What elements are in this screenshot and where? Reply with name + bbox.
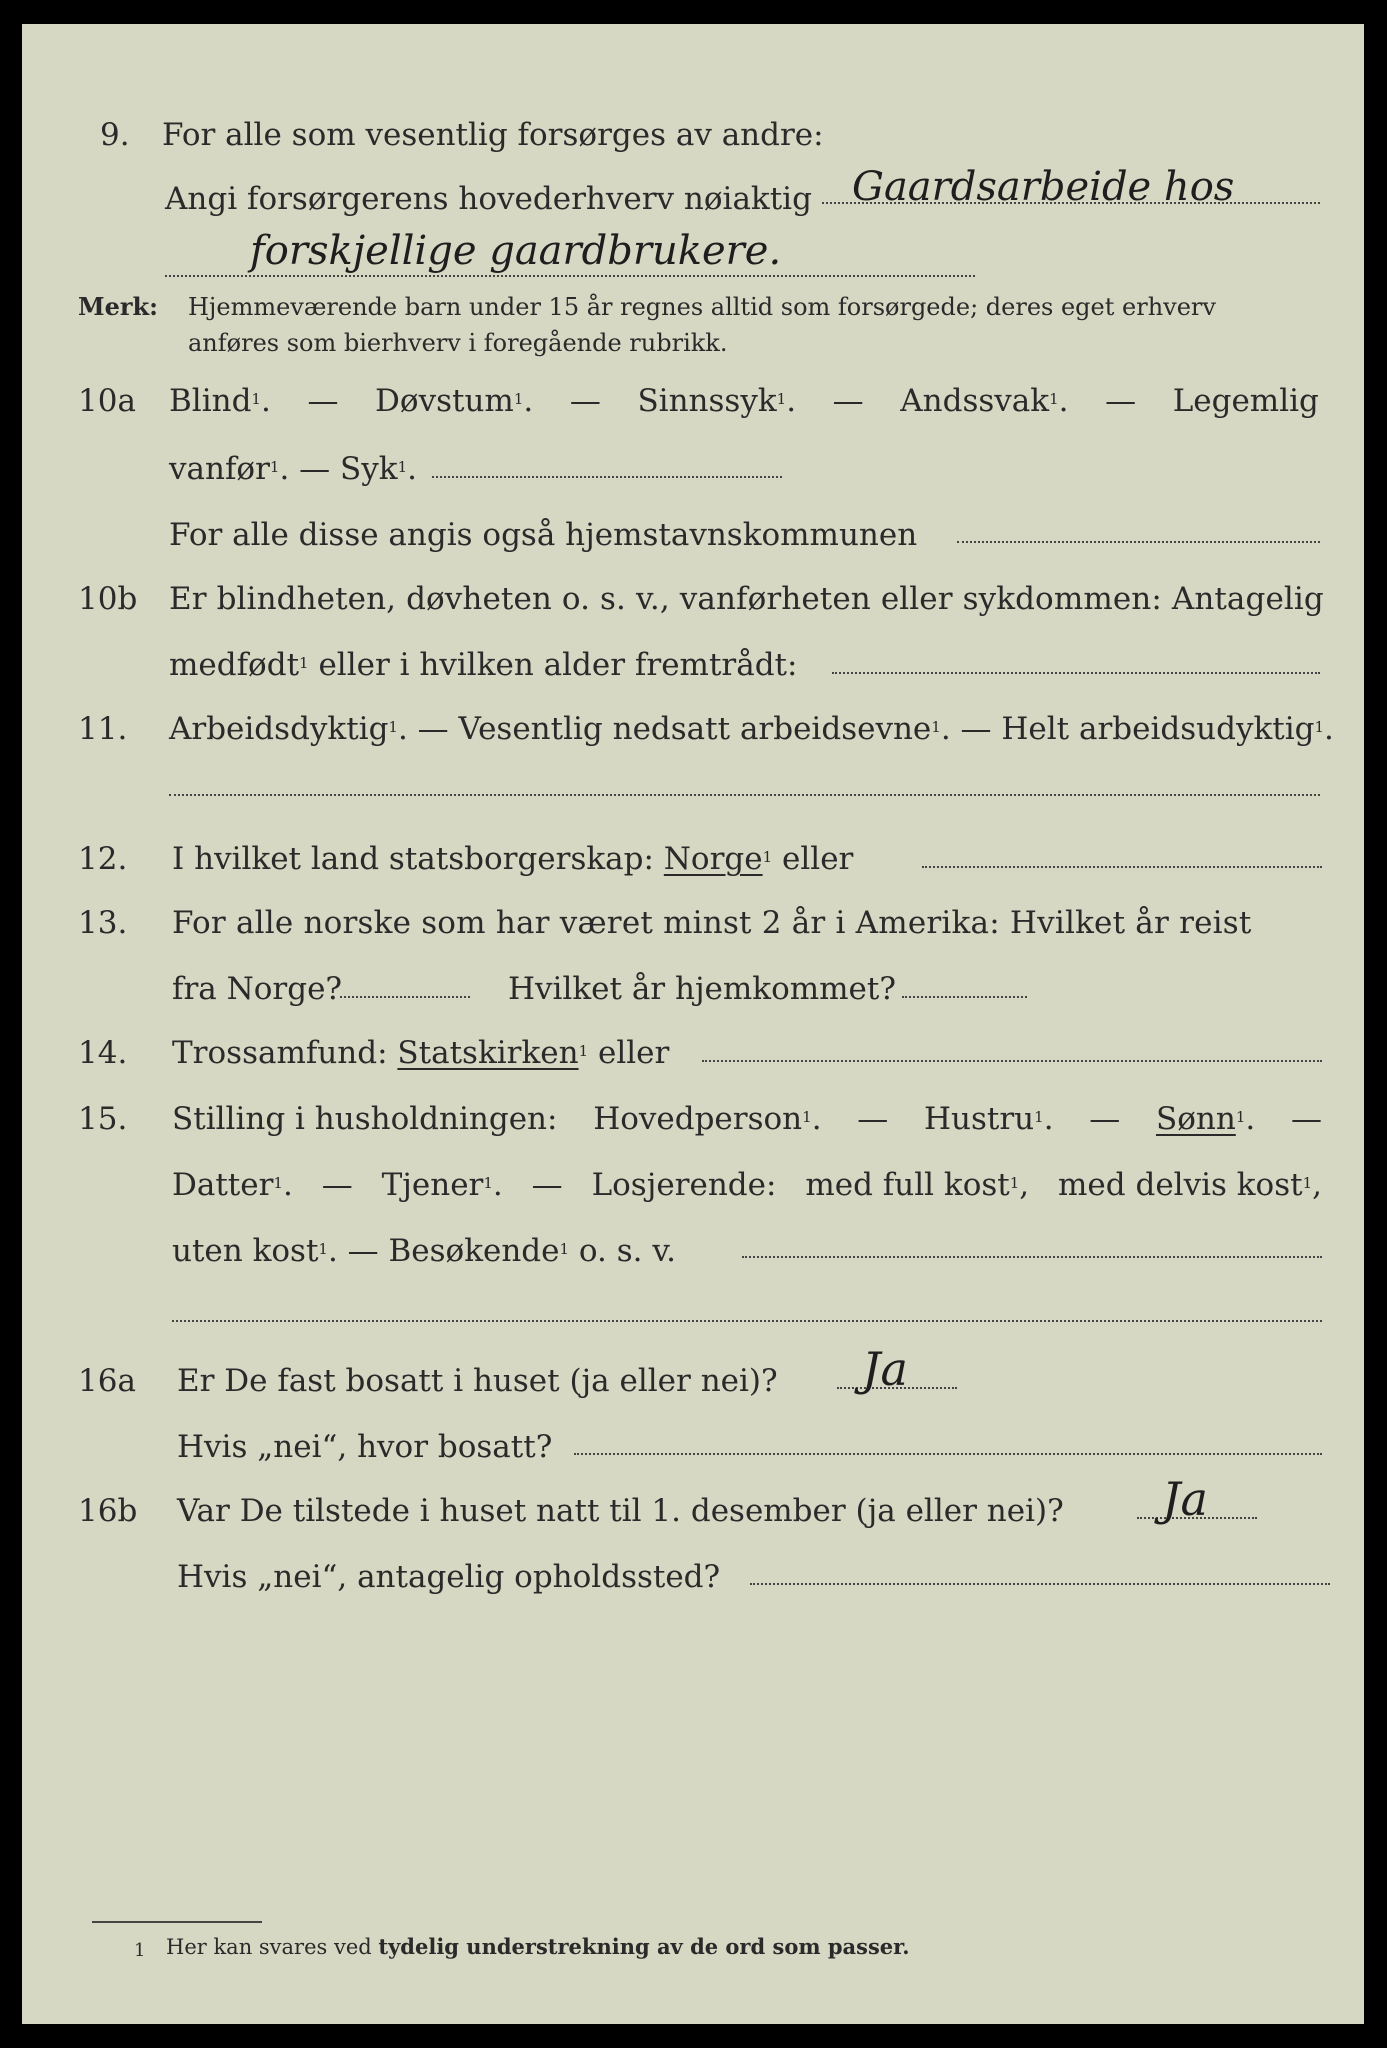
q16b-dots — [750, 1583, 1330, 1585]
q10a-hjemstavn-dots — [957, 541, 1320, 543]
q10a-number: 10a — [78, 383, 136, 419]
q16b-number: 16b — [78, 1493, 138, 1529]
q10b-number: 10b — [78, 581, 138, 617]
q15-line3: uten kost$^1$. — Besøkende$^1$ o. s. v. — [172, 1233, 677, 1269]
q15-sonn: Sønn — [1155, 1101, 1236, 1137]
q16a-number: 16a — [78, 1363, 136, 1399]
q15-dots1 — [742, 1256, 1322, 1258]
q9-number: 9. — [100, 117, 130, 153]
q11-line: Arbeidsdyktig$^1$. — Vesentlig nedsatt arbeidsevne$^1$. — Helt arbeidsudyktig$^1$. — [169, 711, 1334, 747]
footnote-marker: 1 — [134, 1940, 146, 1961]
q9-answer-line2-dots — [165, 275, 975, 277]
q14-line: Trossamfund: Statskirken$^1$ eller — [172, 1035, 670, 1071]
merk-line2: anføres som bierhverv i foregående rubrikk. — [188, 329, 728, 357]
q10a-syk-dots — [432, 476, 782, 478]
q10a-line3: For alle disse angis også hjemstavnskommunen — [169, 517, 918, 553]
q11-dots — [169, 794, 1320, 796]
q13-number: 13. — [78, 905, 128, 941]
footnote-rule — [92, 1921, 262, 1923]
q10b-dots — [832, 672, 1320, 674]
form-page — [22, 24, 1364, 2024]
q12-line: I hvilket land statsborgerskap: Norge$^1$ eller — [172, 841, 854, 877]
q9-line2: Angi forsørgerens hovederhverv nøiaktig — [165, 181, 812, 217]
merk-label: Merk: — [78, 292, 158, 321]
q10b-line1: Er blindheten, døvheten o. s. v., vanførheten eller sykdommen: Antagelig — [169, 581, 1324, 617]
q9-answer-line1: Gaardsarbeide hos — [852, 164, 1235, 210]
q10a-blind: Blind$^1$. — [169, 383, 271, 419]
q14-dots — [702, 1060, 1322, 1062]
q16b-line2: Hvis „nei“, antagelig opholdssted? — [177, 1559, 721, 1595]
q15-dots2 — [172, 1320, 1322, 1322]
q16a-dots — [574, 1453, 1322, 1455]
q16a-line2: Hvis „nei“, hvor bosatt? — [177, 1429, 553, 1465]
q10a-legemlig: Legemlig — [1172, 383, 1319, 419]
q9-line1: For alle som vesentlig forsørges av andre: — [162, 117, 824, 153]
q12-choice: Norge — [663, 841, 763, 877]
merk-line1: Hjemmeværende barn under 15 år regnes alltid som forsørgede; deres eget erhverv — [188, 293, 1216, 321]
q10a-line1: Blind$^1$. — Døvstum$^1$. — Sinnssyk$^1$. — Andssvak$^1$. — Legemlig — [169, 383, 1319, 419]
q10a-dovstum: Døvstum$^1$. — [375, 383, 534, 419]
q13-line2b: Hvilket år hjemkommet? — [508, 971, 896, 1007]
q13-hjemkommet-dots — [902, 996, 1027, 998]
q15-line1: Stilling i husholdningen: Hovedperson$^1$. — Hustru$^1$. — Sønn$^1$. — — [172, 1101, 1322, 1137]
q12-number: 12. — [78, 841, 128, 877]
q14-number: 14. — [78, 1035, 128, 1071]
q14-choice: Statskirken — [397, 1035, 579, 1071]
footnote-text: Her kan svares ved tydelig understrekning av de ord som passer. — [166, 1934, 910, 1959]
q16b-answer: Ja — [1162, 1472, 1208, 1526]
q9-answer-line2: forskjellige gaardbrukere. — [250, 228, 782, 274]
q10a-line2: vanfør$^1$. — Syk$^1$. — [169, 451, 417, 487]
q10a-andssvak: Andssvak$^1$. — [900, 383, 1069, 419]
q12-dots — [922, 866, 1322, 868]
q16b-line1: Var De tilstede i huset natt til 1. desember (ja eller nei)? — [177, 1493, 1064, 1529]
q13-line1: For alle norske som har været minst 2 år i Amerika: Hvilket år reist — [172, 905, 1252, 941]
q15-line2: Datter$^1$. — Tjener$^1$. — Losjerende: med full kost$^1$, med delvis kost$^1$, — [172, 1167, 1322, 1203]
q11-number: 11. — [78, 711, 128, 747]
q13-line2a: fra Norge? — [172, 971, 343, 1007]
q10b-line2: medfødt$^1$ eller i hvilken alder fremtrådt: — [169, 647, 798, 683]
q13-reist-dots — [340, 996, 470, 998]
q15-number: 15. — [78, 1101, 128, 1137]
q16a-line1: Er De fast bosatt i huset (ja eller nei)? — [177, 1363, 778, 1399]
q10a-sinnssyk: Sinnssyk$^1$. — [637, 383, 797, 419]
q16a-answer: Ja — [862, 1342, 908, 1396]
